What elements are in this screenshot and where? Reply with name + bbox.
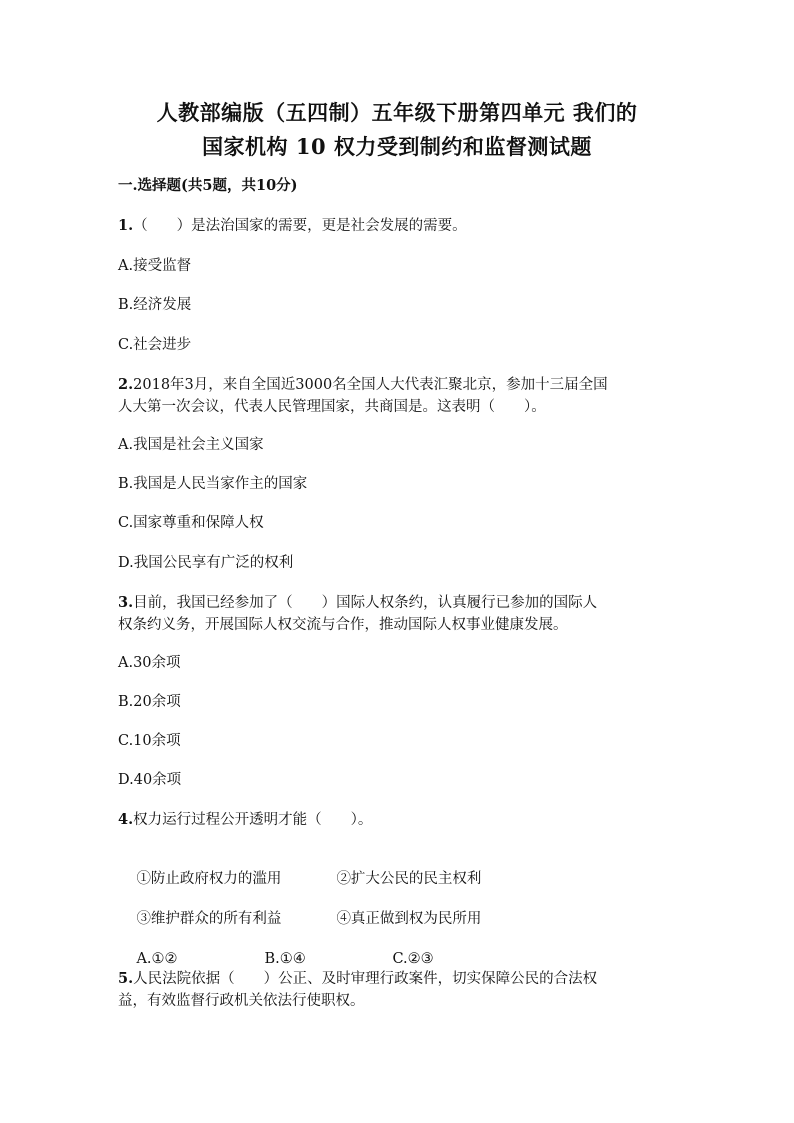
document-title [120,96,674,164]
question-5-line-2: 益，有效监督行政机关依法行使职权。 [118,993,365,1009]
question-number: 3. [118,594,134,611]
option-2a[interactable]: A.我国是社会主义国家 [118,437,264,453]
option-3c[interactable]: C.10余项 [118,733,181,749]
question-2 [118,375,608,395]
question-2-line-2: 人大第一次会议，代表人民管理国家，共商国是。这表明（ ）。 [118,399,546,415]
option-4b[interactable]: B.①④ [264,951,306,967]
title-line-1: 人教部编版（五四制）五年级下册第四单元 我们的 [156,100,638,125]
question-3-line-2: 权条约义务，开展国际人权交流与合作，推动国际人权事业健康发展。 [118,617,568,633]
option-3a[interactable]: A.30余项 [118,655,181,671]
question-text: （ ）是法治国家的需要，更是社会发展的需要。 [133,218,467,234]
title-line-2: 国家机构 10 权力受到制约和监督测试题 [202,134,592,159]
option-4c[interactable]: C.②③ [392,951,434,967]
question-4 [118,810,372,830]
question-number: 5. [118,970,134,987]
statement-3: ③维护群众的所有利益 [136,911,282,927]
question-number: 2. [118,376,134,393]
option-3b[interactable]: B.20余项 [118,694,181,710]
option-2b[interactable]: B.我国是人民当家作主的国家 [118,476,308,492]
statement-1: ①防止政府权力的滥用 [136,871,282,887]
option-2c[interactable]: C.国家尊重和保障人权 [118,515,264,531]
statement-2: ②扩大公民的民主权利 [336,871,482,887]
section-heading: 一.选择题(共5题，共10分) [118,177,298,194]
option-1b[interactable]: B.经济发展 [118,297,192,313]
question-text: 人民法院依据（ ）公正、及时审理行政案件，切实保障公民的合法权 [133,971,598,987]
question-5 [118,969,597,989]
option-1a[interactable]: A.接受监督 [118,258,192,274]
question-number: 4. [118,811,134,828]
question-text: 权力运行过程公开透明才能（ ）。 [133,812,373,828]
statement-4: ④真正做到权为民所用 [336,911,482,927]
question-text: 2018年3月，来自全国近3000名全国人大代表汇聚北京，参加十三届全国 [133,377,608,393]
question-text: 目前，我国已经参加了（ ）国际人权条约，认真履行已参加的国际人 [133,595,598,611]
question-number: 1. [118,217,134,234]
option-1c[interactable]: C.社会进步 [118,337,192,353]
option-4a[interactable]: A.①② [136,951,178,967]
option-3d[interactable]: D.40余项 [118,772,182,788]
question-3 [118,593,597,613]
question-1 [118,216,467,236]
option-2d[interactable]: D.我国公民享有广泛的权利 [118,555,294,571]
